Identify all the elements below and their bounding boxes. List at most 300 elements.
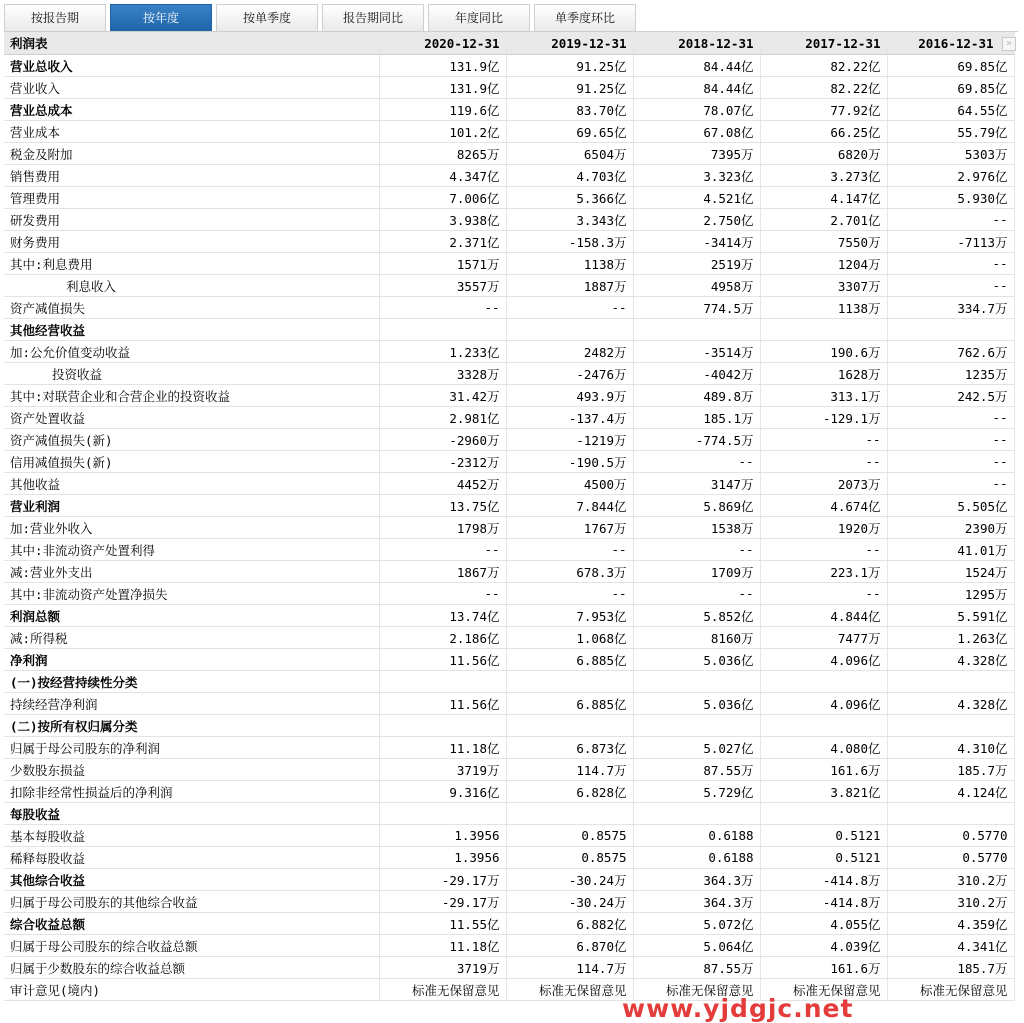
table-cell: 223.1万 <box>760 561 887 583</box>
table-row <box>4 275 1014 297</box>
table-row <box>4 869 1014 891</box>
table-cell: 4.039亿 <box>760 935 887 957</box>
row-label: 其他综合收益 <box>4 869 379 891</box>
table-cell: 3.821亿 <box>760 781 887 803</box>
table-cell: -129.1万 <box>760 407 887 429</box>
table-cell: 67.08亿 <box>633 121 760 143</box>
table-cell: 0.5770 <box>887 825 1014 847</box>
row-label: 净利润 <box>4 649 379 671</box>
table-cell: -414.8万 <box>760 869 887 891</box>
row-label: 加:营业外收入 <box>4 517 379 539</box>
table-row <box>4 781 1014 803</box>
tab-quarter-qoq[interactable]: 单季度环比 <box>534 4 636 32</box>
table-cell: 3557万 <box>379 275 506 297</box>
table-cell: 4.674亿 <box>760 495 887 517</box>
table-cell: 334.7万 <box>887 297 1014 319</box>
row-label: 综合收益总额 <box>4 913 379 935</box>
table-cell: 101.2亿 <box>379 121 506 143</box>
table-cell: 标准无保留意见 <box>887 979 1014 1001</box>
table-cell: -3414万 <box>633 231 760 253</box>
table-cell: 114.7万 <box>506 759 633 781</box>
row-label: 财务费用 <box>4 231 379 253</box>
table-cell: 1138万 <box>506 253 633 275</box>
table-cell: -190.5万 <box>506 451 633 473</box>
income-statement-table <box>4 32 1015 1001</box>
row-label: 其中:非流动资产处置净损失 <box>4 583 379 605</box>
table-cell: 55.79亿 <box>887 121 1014 143</box>
table-row <box>4 55 1014 77</box>
double-chevron-right-icon[interactable]: » <box>1002 37 1016 51</box>
table-cell: 5.366亿 <box>506 187 633 209</box>
table-cell: 3719万 <box>379 957 506 979</box>
row-label: 归属于母公司股东的综合收益总额 <box>4 935 379 957</box>
table-cell: 4.328亿 <box>887 693 1014 715</box>
table-cell: 3.323亿 <box>633 165 760 187</box>
table-cell: -414.8万 <box>760 891 887 913</box>
table-cell: -- <box>506 297 633 319</box>
table-row <box>4 627 1014 649</box>
report-tabs <box>4 4 640 32</box>
row-label: 营业收入 <box>4 77 379 99</box>
table-cell: 1571万 <box>379 253 506 275</box>
table-cell: 5.852亿 <box>633 605 760 627</box>
table-row <box>4 253 1014 275</box>
row-label: (一)按经营持续性分类 <box>4 671 379 693</box>
table-cell: 11.18亿 <box>379 737 506 759</box>
table-row <box>4 825 1014 847</box>
table-cell: 11.55亿 <box>379 913 506 935</box>
table-cell: 5.027亿 <box>633 737 760 759</box>
table-cell: 3.343亿 <box>506 209 633 231</box>
table-cell: 1.263亿 <box>887 627 1014 649</box>
table-cell <box>633 715 760 737</box>
table-cell: -- <box>760 539 887 561</box>
row-label: 资产处置收益 <box>4 407 379 429</box>
table-row <box>4 231 1014 253</box>
row-label: 少数股东损益 <box>4 759 379 781</box>
table-row <box>4 429 1014 451</box>
table-cell <box>379 319 506 341</box>
table-cell: 3719万 <box>379 759 506 781</box>
table-cell: 0.5121 <box>760 825 887 847</box>
table-cell: 161.6万 <box>760 957 887 979</box>
table-cell: 1235万 <box>887 363 1014 385</box>
table-row <box>4 473 1014 495</box>
table-cell: 标准无保留意见 <box>506 979 633 1001</box>
table-row <box>4 935 1014 957</box>
table-cell: 1138万 <box>760 297 887 319</box>
table-row <box>4 737 1014 759</box>
table-row <box>4 803 1014 825</box>
table-cell: 69.85亿 <box>887 55 1014 77</box>
table-cell: 7477万 <box>760 627 887 649</box>
table-cell: 5.505亿 <box>887 495 1014 517</box>
table-cell: 5.064亿 <box>633 935 760 957</box>
table-cell: 1867万 <box>379 561 506 583</box>
table-cell: 4.147亿 <box>760 187 887 209</box>
table-cell: 87.55万 <box>633 759 760 781</box>
table-cell: 11.56亿 <box>379 693 506 715</box>
table-cell: 114.7万 <box>506 957 633 979</box>
table-title: 利润表 <box>4 32 379 55</box>
table-cell <box>633 803 760 825</box>
table-cell: -- <box>887 275 1014 297</box>
table-cell: 84.44亿 <box>633 55 760 77</box>
table-cell: 364.3万 <box>633 869 760 891</box>
table-cell: 313.1万 <box>760 385 887 407</box>
row-label: 审计意见(境内) <box>4 979 379 1001</box>
table-cell: 7.953亿 <box>506 605 633 627</box>
table-body <box>4 55 1014 1001</box>
table-cell: -- <box>379 539 506 561</box>
table-cell: -- <box>887 209 1014 231</box>
table-cell <box>506 715 633 737</box>
table-cell: 77.92亿 <box>760 99 887 121</box>
table-cell <box>506 319 633 341</box>
table-cell <box>887 671 1014 693</box>
table-cell: -4042万 <box>633 363 760 385</box>
table-cell: -- <box>887 253 1014 275</box>
table-cell: 190.6万 <box>760 341 887 363</box>
table-cell: 1204万 <box>760 253 887 275</box>
table-cell: -- <box>506 583 633 605</box>
table-row <box>4 539 1014 561</box>
table-cell: 1.3956 <box>379 847 506 869</box>
table-cell: 3.273亿 <box>760 165 887 187</box>
table-cell: 87.55万 <box>633 957 760 979</box>
table-cell: 2519万 <box>633 253 760 275</box>
table-cell: 4.096亿 <box>760 649 887 671</box>
row-label: (二)按所有权归属分类 <box>4 715 379 737</box>
table-row <box>4 957 1014 979</box>
row-label: 加:公允价值变动收益 <box>4 341 379 363</box>
table-cell: 161.6万 <box>760 759 887 781</box>
row-label: 减:所得税 <box>4 627 379 649</box>
table-cell <box>760 671 887 693</box>
table-cell: 4452万 <box>379 473 506 495</box>
row-label: 其他经营收益 <box>4 319 379 341</box>
table-cell: 78.07亿 <box>633 99 760 121</box>
table-cell: 2.976亿 <box>887 165 1014 187</box>
table-cell: 7395万 <box>633 143 760 165</box>
table-row <box>4 495 1014 517</box>
table-row <box>4 517 1014 539</box>
table-cell <box>506 803 633 825</box>
table-cell: 3147万 <box>633 473 760 495</box>
table-cell: 4.310亿 <box>887 737 1014 759</box>
table-cell: 4.328亿 <box>887 649 1014 671</box>
table-cell: 4.359亿 <box>887 913 1014 935</box>
table-cell: 6820万 <box>760 143 887 165</box>
table-cell: 6504万 <box>506 143 633 165</box>
row-label: 归属于母公司股东的其他综合收益 <box>4 891 379 913</box>
row-label: 其中:非流动资产处置利得 <box>4 539 379 561</box>
table-cell: 0.6188 <box>633 847 760 869</box>
row-label: 稀释每股收益 <box>4 847 379 869</box>
row-label: 利润总额 <box>4 605 379 627</box>
table-cell: -- <box>633 583 760 605</box>
row-label: 利息收入 <box>4 275 379 297</box>
table-cell: 185.1万 <box>633 407 760 429</box>
table-cell: 66.25亿 <box>760 121 887 143</box>
table-cell: 6.885亿 <box>506 649 633 671</box>
table-row <box>4 187 1014 209</box>
table-cell: -137.4万 <box>506 407 633 429</box>
table-cell: 2482万 <box>506 341 633 363</box>
table-cell: 5.591亿 <box>887 605 1014 627</box>
table-cell: 2.981亿 <box>379 407 506 429</box>
table-row <box>4 715 1014 737</box>
table-row <box>4 341 1014 363</box>
row-label: 资产减值损失 <box>4 297 379 319</box>
table-cell: -- <box>633 539 760 561</box>
table-cell: -- <box>633 451 760 473</box>
table-row <box>4 451 1014 473</box>
table-row <box>4 121 1014 143</box>
table-cell: 6.870亿 <box>506 935 633 957</box>
table-cell: 762.6万 <box>887 341 1014 363</box>
table-row <box>4 385 1014 407</box>
table-cell: 5303万 <box>887 143 1014 165</box>
table-cell <box>379 715 506 737</box>
table-row <box>4 561 1014 583</box>
table-cell: 4500万 <box>506 473 633 495</box>
table-cell: 2.750亿 <box>633 209 760 231</box>
table-cell: 185.7万 <box>887 957 1014 979</box>
table-cell: -- <box>887 429 1014 451</box>
table-row <box>4 209 1014 231</box>
table-cell: 1524万 <box>887 561 1014 583</box>
table-row <box>4 649 1014 671</box>
table-cell: 5.072亿 <box>633 913 760 935</box>
table-cell: 1.068亿 <box>506 627 633 649</box>
table-cell: -29.17万 <box>379 869 506 891</box>
table-cell: -158.3万 <box>506 231 633 253</box>
column-header: 2020-12-31 <box>379 32 506 55</box>
table-cell: 6.828亿 <box>506 781 633 803</box>
table-cell: 4.521亿 <box>633 187 760 209</box>
row-label: 持续经营净利润 <box>4 693 379 715</box>
table-cell: 1295万 <box>887 583 1014 605</box>
tab-by-single-quarter[interactable]: 按单季度 <box>216 4 318 32</box>
table-cell <box>887 319 1014 341</box>
table-cell: 6.873亿 <box>506 737 633 759</box>
table-cell: 119.6亿 <box>379 99 506 121</box>
table-cell: 标准无保留意见 <box>379 979 506 1001</box>
table-cell: -7113万 <box>887 231 1014 253</box>
table-cell: 5.036亿 <box>633 693 760 715</box>
table-cell: 91.25亿 <box>506 55 633 77</box>
table-cell: 1767万 <box>506 517 633 539</box>
row-label: 归属于母公司股东的净利润 <box>4 737 379 759</box>
tab-by-year[interactable]: 按年度 <box>110 4 212 32</box>
table-cell: 4.703亿 <box>506 165 633 187</box>
table-cell: 8160万 <box>633 627 760 649</box>
table-cell: 678.3万 <box>506 561 633 583</box>
table-cell <box>633 319 760 341</box>
row-label: 减:营业外支出 <box>4 561 379 583</box>
table-cell: 2.371亿 <box>379 231 506 253</box>
table-cell: 82.22亿 <box>760 55 887 77</box>
table-row <box>4 759 1014 781</box>
table-cell <box>887 803 1014 825</box>
table-cell: 5.930亿 <box>887 187 1014 209</box>
table-cell: -2476万 <box>506 363 633 385</box>
column-header: 2017-12-31 <box>760 32 887 55</box>
table-cell: -- <box>760 451 887 473</box>
table-cell: 1.233亿 <box>379 341 506 363</box>
table-cell: 7.006亿 <box>379 187 506 209</box>
tab-report-period-yoy[interactable]: 报告期同比 <box>322 4 424 32</box>
tab-annual-yoy[interactable]: 年度同比 <box>428 4 530 32</box>
table-cell: 31.42万 <box>379 385 506 407</box>
table-cell: 9.316亿 <box>379 781 506 803</box>
table-cell <box>760 715 887 737</box>
table-cell: -- <box>379 297 506 319</box>
table-cell: 6.885亿 <box>506 693 633 715</box>
table-cell: 69.65亿 <box>506 121 633 143</box>
table-cell: 4.844亿 <box>760 605 887 627</box>
table-cell: 310.2万 <box>887 869 1014 891</box>
table-cell: 1887万 <box>506 275 633 297</box>
table-cell: -30.24万 <box>506 891 633 913</box>
table-cell: -774.5万 <box>633 429 760 451</box>
row-label: 其他收益 <box>4 473 379 495</box>
table-cell: 82.22亿 <box>760 77 887 99</box>
row-label: 销售费用 <box>4 165 379 187</box>
row-label: 税金及附加 <box>4 143 379 165</box>
table-cell: 0.5121 <box>760 847 887 869</box>
table-cell <box>887 715 1014 737</box>
table-cell <box>506 671 633 693</box>
table-cell: 5.036亿 <box>633 649 760 671</box>
table-cell: -- <box>760 429 887 451</box>
table-cell <box>379 803 506 825</box>
row-label: 其中:对联营企业和合营企业的投资收益 <box>4 385 379 407</box>
table-cell: 2390万 <box>887 517 1014 539</box>
table-cell: 0.8575 <box>506 825 633 847</box>
row-label: 营业总收入 <box>4 55 379 77</box>
table-cell <box>760 803 887 825</box>
column-header: 2018-12-31 <box>633 32 760 55</box>
row-label: 营业总成本 <box>4 99 379 121</box>
table-cell: 310.2万 <box>887 891 1014 913</box>
column-header: 2019-12-31 <box>506 32 633 55</box>
table-cell: 2.701亿 <box>760 209 887 231</box>
row-label: 基本每股收益 <box>4 825 379 847</box>
table-cell: 4.096亿 <box>760 693 887 715</box>
table-cell: 185.7万 <box>887 759 1014 781</box>
table-row <box>4 605 1014 627</box>
table-cell: -- <box>506 539 633 561</box>
table-cell: 11.18亿 <box>379 935 506 957</box>
table-cell: 3307万 <box>760 275 887 297</box>
table-cell <box>760 319 887 341</box>
table-cell: 8265万 <box>379 143 506 165</box>
table-cell: 7550万 <box>760 231 887 253</box>
table-cell: 0.8575 <box>506 847 633 869</box>
table-cell: 364.3万 <box>633 891 760 913</box>
table-cell: -2960万 <box>379 429 506 451</box>
table-cell: 774.5万 <box>633 297 760 319</box>
table-cell: 2.186亿 <box>379 627 506 649</box>
table-cell: 84.44亿 <box>633 77 760 99</box>
table-cell: -- <box>887 473 1014 495</box>
table-cell: 242.5万 <box>887 385 1014 407</box>
table-cell: 83.70亿 <box>506 99 633 121</box>
table-cell <box>633 671 760 693</box>
table-cell: 13.74亿 <box>379 605 506 627</box>
table-cell: 11.56亿 <box>379 649 506 671</box>
table-cell: 1538万 <box>633 517 760 539</box>
table-row <box>4 913 1014 935</box>
column-header: 2016-12-31 <box>887 32 1014 55</box>
table-cell: 3328万 <box>379 363 506 385</box>
table-cell: 13.75亿 <box>379 495 506 517</box>
table-row <box>4 407 1014 429</box>
table-cell: 标准无保留意见 <box>633 979 760 1001</box>
table-cell: 5.869亿 <box>633 495 760 517</box>
row-label: 营业成本 <box>4 121 379 143</box>
table-cell: 1.3956 <box>379 825 506 847</box>
table-cell: 41.01万 <box>887 539 1014 561</box>
table-row <box>4 297 1014 319</box>
table-row <box>4 77 1014 99</box>
table-row <box>4 847 1014 869</box>
table-cell: 标准无保留意见 <box>760 979 887 1001</box>
table-cell: -- <box>887 407 1014 429</box>
row-label: 管理费用 <box>4 187 379 209</box>
row-label: 资产减值损失(新) <box>4 429 379 451</box>
table-cell: 131.9亿 <box>379 55 506 77</box>
table-cell: 91.25亿 <box>506 77 633 99</box>
table-cell: 131.9亿 <box>379 77 506 99</box>
table-cell: 4.055亿 <box>760 913 887 935</box>
table-cell: 6.882亿 <box>506 913 633 935</box>
row-label: 投资收益 <box>4 363 379 385</box>
row-label: 其中:利息费用 <box>4 253 379 275</box>
table-row <box>4 143 1014 165</box>
table-cell: 1798万 <box>379 517 506 539</box>
table-row <box>4 363 1014 385</box>
row-label: 信用减值损失(新) <box>4 451 379 473</box>
table-cell: 4958万 <box>633 275 760 297</box>
table-cell: -30.24万 <box>506 869 633 891</box>
table-cell: 5.729亿 <box>633 781 760 803</box>
table-cell: 4.347亿 <box>379 165 506 187</box>
table-cell: 493.9万 <box>506 385 633 407</box>
table-cell: 7.844亿 <box>506 495 633 517</box>
table-cell: 1920万 <box>760 517 887 539</box>
table-row <box>4 693 1014 715</box>
table-cell: 4.124亿 <box>887 781 1014 803</box>
table-cell: 4.341亿 <box>887 935 1014 957</box>
table-cell: 4.080亿 <box>760 737 887 759</box>
table-cell: -- <box>379 583 506 605</box>
table-cell: -- <box>760 583 887 605</box>
row-label: 归属于少数股东的综合收益总额 <box>4 957 379 979</box>
table-cell: 489.8万 <box>633 385 760 407</box>
watermark: www.yjdgjc.net <box>622 994 854 1023</box>
row-label: 扣除非经常性损益后的净利润 <box>4 781 379 803</box>
row-label: 营业利润 <box>4 495 379 517</box>
table-cell: -29.17万 <box>379 891 506 913</box>
table-row <box>4 671 1014 693</box>
table-cell: 69.85亿 <box>887 77 1014 99</box>
table-cell: 64.55亿 <box>887 99 1014 121</box>
row-label: 研发费用 <box>4 209 379 231</box>
tab-by-report-period[interactable]: 按报告期 <box>4 4 106 32</box>
